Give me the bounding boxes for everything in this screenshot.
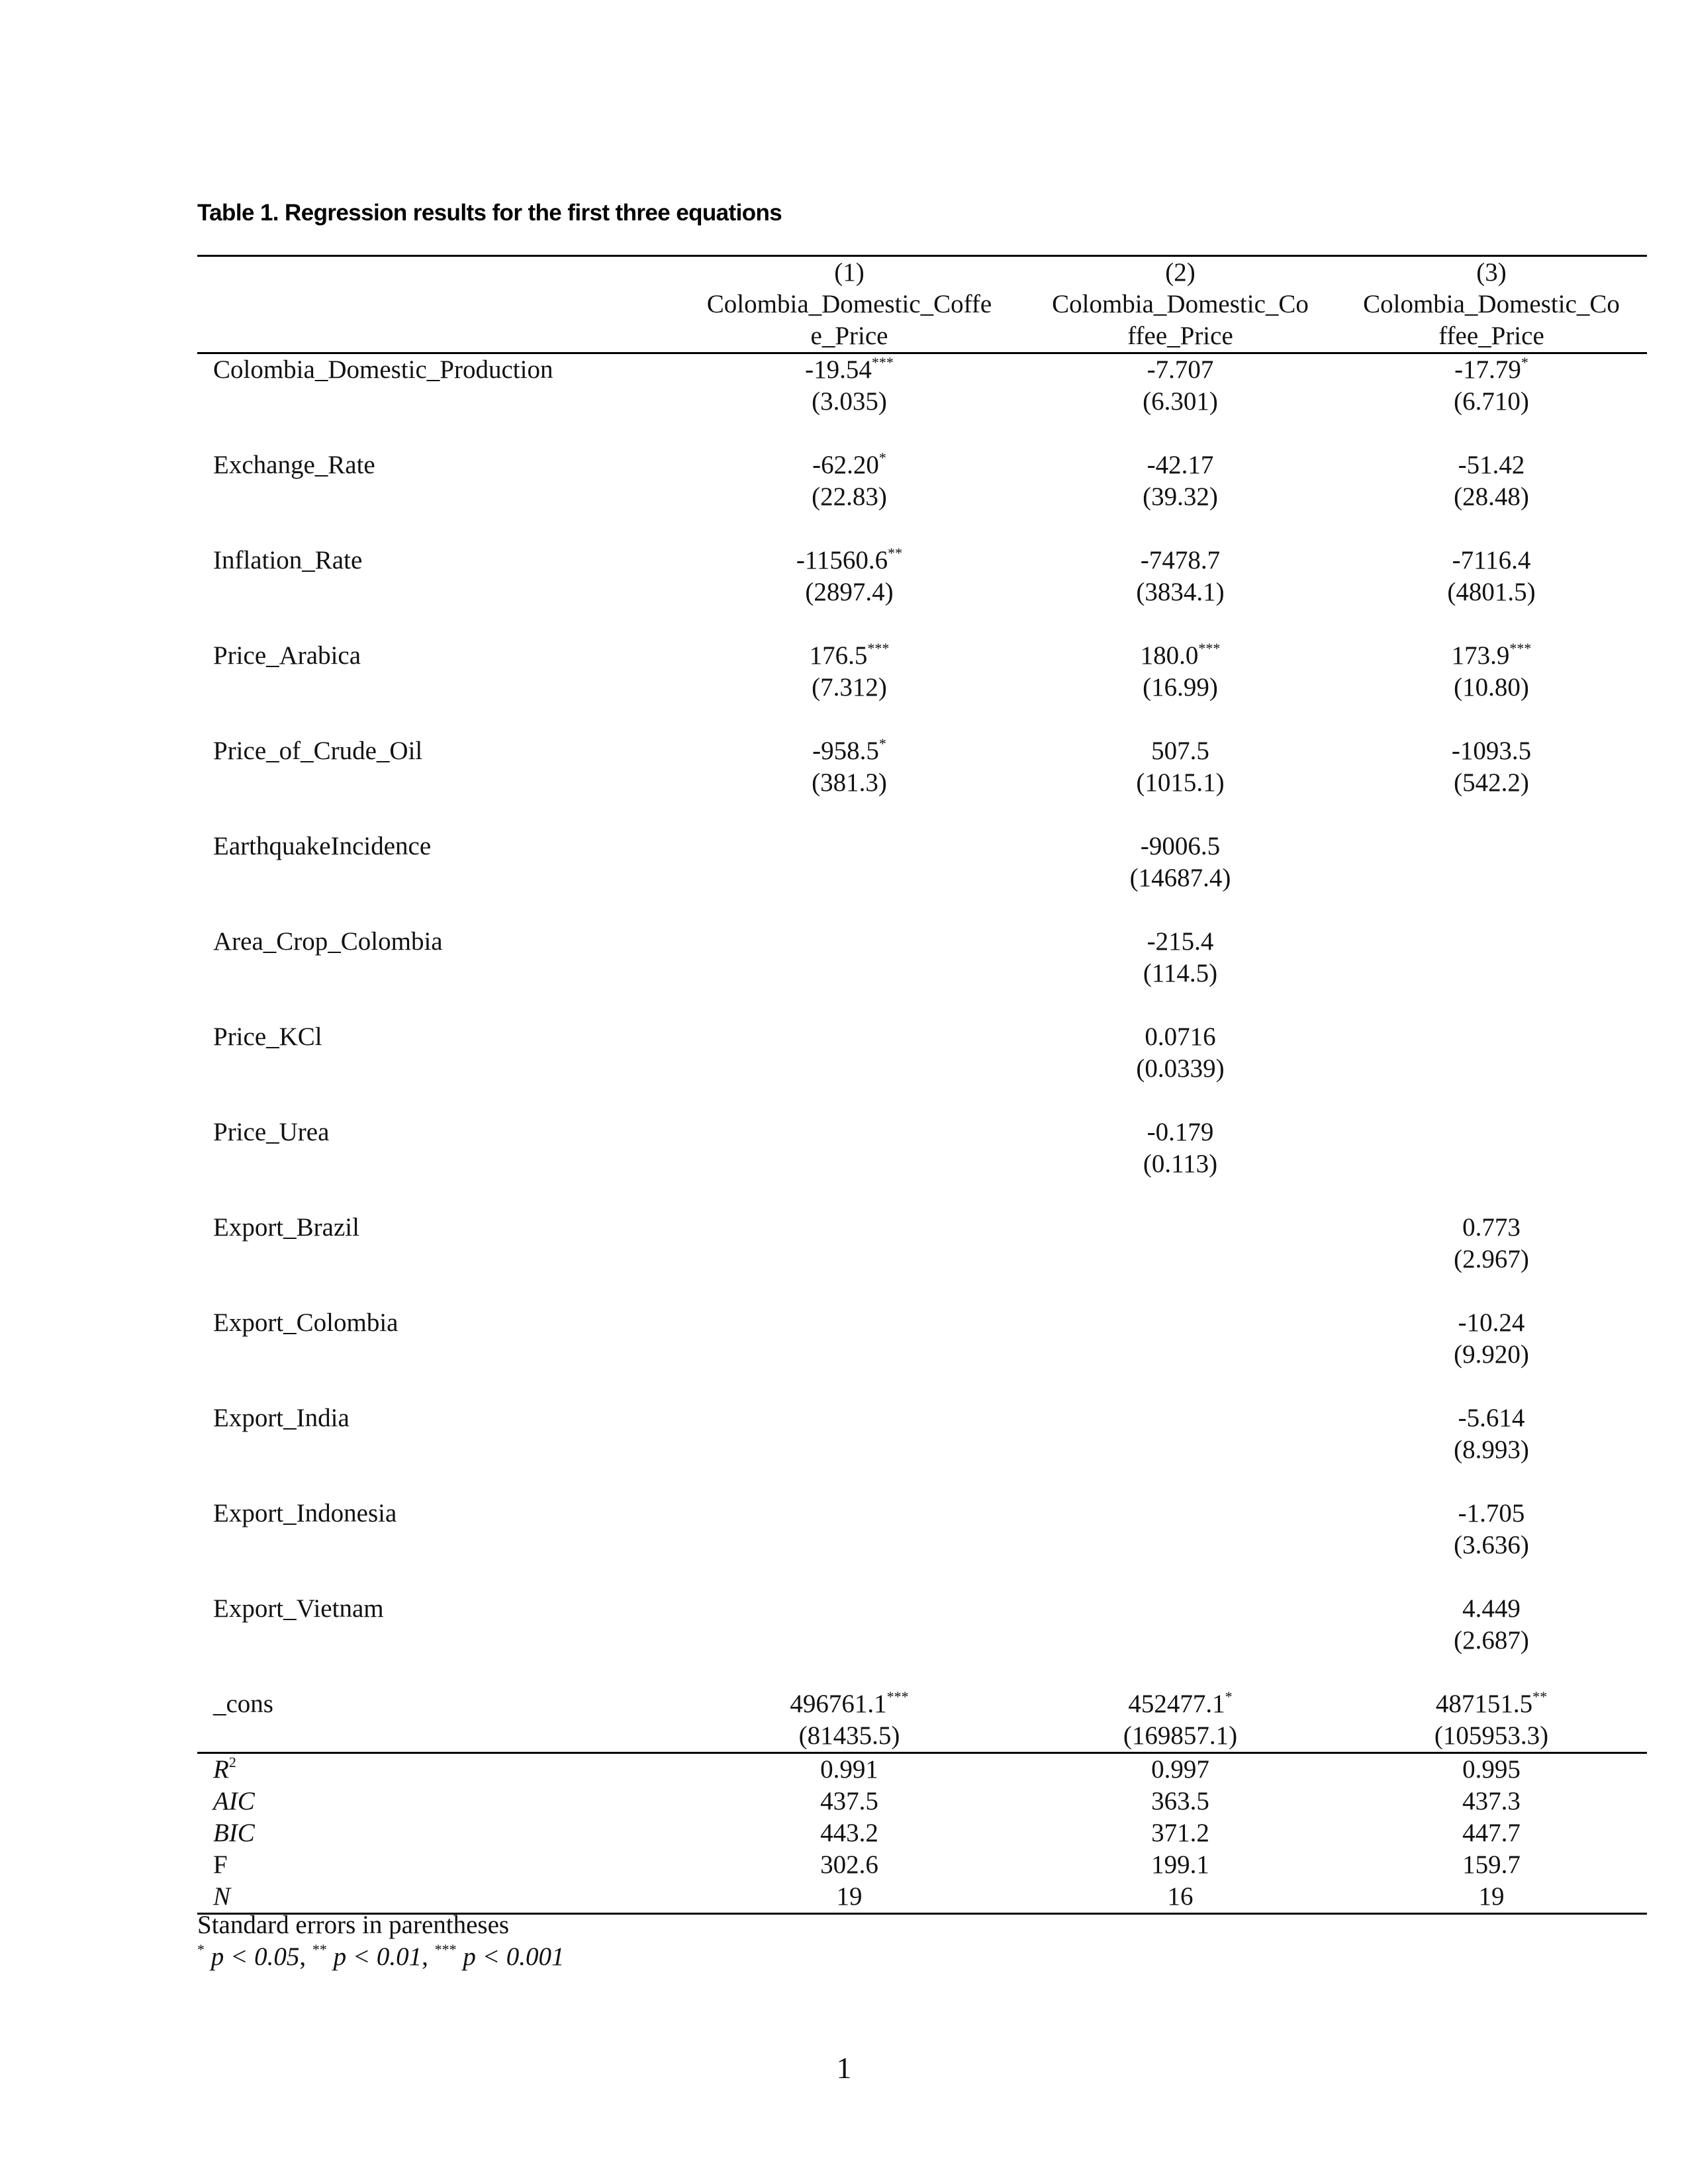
header-row bbox=[197, 256, 1647, 289]
standard-error bbox=[674, 1625, 1025, 1657]
column-number: (1) bbox=[674, 256, 1025, 289]
coefficient-cell bbox=[1025, 1593, 1336, 1625]
row-spacer bbox=[197, 608, 1647, 640]
standard-error bbox=[674, 1339, 1025, 1371]
coefficient-cell bbox=[1336, 1116, 1647, 1148]
variable-name: Export_Vietnam bbox=[213, 1594, 384, 1623]
standard-error bbox=[674, 958, 1025, 989]
variable-name: Price_Arabica bbox=[213, 641, 361, 670]
stat-name-cell bbox=[197, 1817, 674, 1849]
coefficient-value: -19.54 bbox=[805, 355, 872, 384]
variable-name: Price_Urea bbox=[213, 1118, 330, 1146]
coef-row bbox=[197, 1498, 1647, 1529]
stat-row bbox=[197, 1817, 1647, 1849]
coefficient-cell bbox=[674, 1307, 1025, 1339]
stat-value: 159.7 bbox=[1462, 1850, 1521, 1879]
row-spacer bbox=[197, 513, 1647, 545]
coef-row bbox=[197, 353, 1647, 387]
se-stub bbox=[197, 481, 674, 513]
row-spacer bbox=[197, 1371, 1647, 1402]
standard-error-row bbox=[197, 386, 1647, 418]
row-spacer bbox=[197, 1275, 1647, 1307]
dependent-variable-label: ffee_Price bbox=[1025, 320, 1336, 353]
standard-error-row bbox=[197, 1053, 1647, 1085]
table-notes bbox=[197, 1909, 564, 1973]
variable-name: Area_Crop_Colombia bbox=[213, 927, 443, 956]
note-threshold: p < 0.01 bbox=[333, 1942, 422, 1971]
coefficient-value: 487151.5 bbox=[1435, 1690, 1533, 1718]
coefficient-cell bbox=[674, 1212, 1025, 1244]
coefficient-value: -11560.6 bbox=[796, 546, 888, 574]
coefficient-cell bbox=[1336, 1212, 1647, 1244]
significance-stars: *** bbox=[886, 1688, 909, 1705]
page-number: 1 bbox=[836, 2051, 852, 2085]
coefficient-value: -1.705 bbox=[1458, 1499, 1525, 1527]
stat-value: 437.3 bbox=[1462, 1787, 1521, 1815]
standard-error-row bbox=[197, 576, 1647, 608]
standard-error-row bbox=[197, 767, 1647, 799]
coefficient-cell bbox=[674, 926, 1025, 958]
coefficient-value: -62.20 bbox=[812, 451, 879, 479]
coefficient-value: -215.4 bbox=[1147, 927, 1214, 956]
coefficient-value: -42.17 bbox=[1147, 451, 1214, 479]
coefficient-value: -0.179 bbox=[1147, 1118, 1214, 1146]
standard-error: (3834.1) bbox=[1136, 578, 1225, 606]
coefficient-cell bbox=[1025, 1021, 1336, 1053]
significance-stars: ** bbox=[888, 545, 903, 561]
coefficient-value: -51.42 bbox=[1458, 451, 1525, 479]
table-caption: Table 1. Regression results for the first three equations bbox=[197, 200, 782, 226]
coefficient-cell bbox=[1336, 1593, 1647, 1625]
standard-error: (6.710) bbox=[1454, 387, 1529, 416]
standard-error bbox=[674, 1244, 1025, 1275]
standard-error bbox=[1336, 1148, 1647, 1180]
coefficient-value: 0.0716 bbox=[1145, 1023, 1216, 1051]
standard-error bbox=[1025, 1625, 1336, 1657]
standard-error bbox=[674, 1053, 1025, 1085]
coefficient-cell bbox=[674, 640, 1025, 672]
notes-significance: * p < 0.05, ** p < 0.01, *** p < 0.001 bbox=[197, 1941, 565, 1971]
se-stub bbox=[197, 1148, 674, 1180]
coefficient-value: -7478.7 bbox=[1140, 546, 1221, 574]
coefficient-cell bbox=[1336, 1688, 1647, 1720]
se-stub bbox=[197, 1720, 674, 1753]
significance-stars: *** bbox=[867, 640, 890, 657]
row-spacer bbox=[197, 1561, 1647, 1593]
regression-table bbox=[197, 255, 1647, 1915]
variable-name: Price_KCl bbox=[213, 1023, 322, 1051]
standard-error: (14687.4) bbox=[1129, 864, 1231, 892]
stat-value: 0.991 bbox=[820, 1755, 878, 1784]
stat-name: F bbox=[213, 1850, 228, 1879]
coefficient-cell bbox=[1025, 1498, 1336, 1529]
stat-value: 437.5 bbox=[820, 1787, 878, 1815]
row-spacer bbox=[197, 1085, 1647, 1116]
standard-error bbox=[1336, 1053, 1647, 1085]
standard-error: (7.312) bbox=[812, 673, 887, 702]
stat-row bbox=[197, 1786, 1647, 1817]
stat-name: AIC bbox=[213, 1787, 255, 1815]
coefficient-cell bbox=[674, 1593, 1025, 1625]
se-stub bbox=[197, 1244, 674, 1275]
note-threshold: p < 0.05 bbox=[211, 1942, 300, 1971]
column-number: (2) bbox=[1025, 256, 1336, 289]
stat-value: 199.1 bbox=[1151, 1850, 1209, 1879]
standard-error bbox=[1025, 1434, 1336, 1466]
coefficient-cell bbox=[1025, 926, 1336, 958]
coefficient-cell bbox=[1025, 545, 1336, 576]
se-stub bbox=[197, 958, 674, 989]
coefficient-value: 496761.1 bbox=[790, 1690, 887, 1718]
header-stub bbox=[197, 289, 674, 320]
standard-error-row bbox=[197, 1434, 1647, 1466]
variable-name: Price_of_Crude_Oil bbox=[213, 737, 423, 765]
stat-row bbox=[197, 1753, 1647, 1786]
standard-error bbox=[1025, 1529, 1336, 1561]
dependent-variable-label: e_Price bbox=[674, 320, 1025, 353]
standard-error: (542.2) bbox=[1454, 768, 1529, 797]
stat-value: 447.7 bbox=[1462, 1819, 1521, 1847]
coefficient-value: -7116.4 bbox=[1452, 546, 1531, 574]
coef-row bbox=[197, 1307, 1647, 1339]
standard-error: (114.5) bbox=[1143, 959, 1218, 987]
stat-row bbox=[197, 1849, 1647, 1881]
coefficient-value: -1093.5 bbox=[1451, 737, 1532, 765]
standard-error-row bbox=[197, 1529, 1647, 1561]
standard-error-row bbox=[197, 1720, 1647, 1753]
coefficient-cell bbox=[1025, 1402, 1336, 1434]
variable-name: EarthquakeIncidence bbox=[213, 832, 432, 860]
se-stub bbox=[197, 672, 674, 704]
se-stub bbox=[197, 386, 674, 418]
note-threshold: p < 0.001 bbox=[463, 1942, 565, 1971]
coefficient-cell bbox=[674, 1402, 1025, 1434]
significance-stars: ** bbox=[1532, 1688, 1548, 1705]
column-number: (3) bbox=[1336, 256, 1647, 289]
variable-name: Export_Brazil bbox=[213, 1213, 359, 1242]
variable-name: Export_India bbox=[213, 1404, 350, 1432]
stat-value: 16 bbox=[1025, 1881, 1336, 1914]
variable-name: Export_Indonesia bbox=[213, 1499, 397, 1527]
variable-name: Exchange_Rate bbox=[213, 451, 375, 479]
coefficient-value: 0.773 bbox=[1462, 1213, 1521, 1242]
significance-stars: *** bbox=[1509, 640, 1532, 657]
se-stub bbox=[197, 1434, 674, 1466]
coef-row bbox=[197, 1116, 1647, 1148]
standard-error-row bbox=[197, 672, 1647, 704]
coefficient-value: -9006.5 bbox=[1140, 832, 1221, 860]
dependent-variable-label: Colombia_Domestic_Co bbox=[1363, 290, 1620, 318]
coefficient-value: -7.707 bbox=[1147, 355, 1214, 384]
significance-stars: *** bbox=[1198, 640, 1221, 657]
standard-error-row bbox=[197, 862, 1647, 894]
coefficient-cell bbox=[674, 545, 1025, 576]
coefficient-cell bbox=[1336, 353, 1647, 387]
coefficient-cell bbox=[674, 735, 1025, 767]
row-spacer bbox=[197, 989, 1647, 1021]
standard-error: (81435.5) bbox=[674, 1720, 1025, 1753]
standard-error bbox=[1025, 1244, 1336, 1275]
coef-row bbox=[197, 1593, 1647, 1625]
coefficient-cell bbox=[1336, 1498, 1647, 1529]
standard-error: (10.80) bbox=[1454, 673, 1529, 702]
note-stars: ** bbox=[312, 1941, 327, 1958]
se-stub bbox=[197, 1529, 674, 1561]
coefficient-cell bbox=[1025, 640, 1336, 672]
coefficient-cell bbox=[674, 1498, 1025, 1529]
dependent-variable-label: Colombia_Domestic_Co bbox=[1052, 290, 1309, 318]
standard-error bbox=[674, 1434, 1025, 1466]
standard-error-row bbox=[197, 1339, 1647, 1371]
standard-error-row bbox=[197, 958, 1647, 989]
coefficient-cell bbox=[1336, 1307, 1647, 1339]
stat-superscript: 2 bbox=[228, 1754, 236, 1770]
standard-error: (39.32) bbox=[1143, 482, 1218, 511]
stat-value: 371.2 bbox=[1151, 1819, 1209, 1847]
stat-value: 363.5 bbox=[1151, 1787, 1209, 1815]
standard-error: (8.993) bbox=[1454, 1435, 1529, 1464]
significance-stars: *** bbox=[871, 354, 894, 371]
standard-error bbox=[1336, 862, 1647, 894]
coefficient-value: 180.0 bbox=[1140, 641, 1199, 670]
header-stub bbox=[197, 256, 674, 289]
stat-value: 19 bbox=[674, 1881, 1025, 1914]
stat-name-cell bbox=[197, 1849, 674, 1881]
coefficient-cell bbox=[1025, 735, 1336, 767]
coefficient-cell bbox=[1336, 545, 1647, 576]
coefficient-cell bbox=[1025, 1212, 1336, 1244]
coef-row bbox=[197, 1212, 1647, 1244]
header-row bbox=[197, 320, 1647, 353]
coef-row bbox=[197, 831, 1647, 862]
coefficient-cell bbox=[1336, 449, 1647, 481]
coef-row bbox=[197, 735, 1647, 767]
coef-row bbox=[197, 926, 1647, 958]
coefficient-cell bbox=[1025, 1307, 1336, 1339]
variable-name: Inflation_Rate bbox=[213, 546, 363, 574]
stat-value: 0.995 bbox=[1462, 1755, 1521, 1784]
coefficient-value: -958.5 bbox=[812, 737, 879, 765]
coefficient-value: 176.5 bbox=[809, 641, 868, 670]
stat-name: BIC bbox=[213, 1819, 255, 1847]
significance-stars: * bbox=[1521, 354, 1528, 371]
standard-error: (9.920) bbox=[1454, 1340, 1529, 1369]
coef-row bbox=[197, 545, 1647, 576]
significance-stars: * bbox=[878, 735, 886, 752]
stat-name: R bbox=[213, 1755, 229, 1784]
coefficient-value: -10.24 bbox=[1458, 1308, 1525, 1337]
header-stub bbox=[197, 320, 674, 353]
standard-error: (16.99) bbox=[1143, 673, 1218, 702]
coefficient-value: -17.79 bbox=[1454, 355, 1521, 384]
notes-standard-errors: Standard errors in parentheses bbox=[197, 1911, 510, 1939]
coefficient-value: 507.5 bbox=[1151, 737, 1209, 765]
coefficient-cell bbox=[1336, 640, 1647, 672]
standard-error: (1015.1) bbox=[1136, 768, 1225, 797]
row-spacer bbox=[197, 418, 1647, 449]
standard-error: (0.0339) bbox=[1136, 1054, 1225, 1083]
significance-stars: * bbox=[878, 449, 886, 466]
standard-error: (2897.4) bbox=[805, 578, 894, 606]
standard-error-row bbox=[197, 481, 1647, 513]
coef-row bbox=[197, 449, 1647, 481]
stat-name-cell bbox=[197, 1786, 674, 1817]
stat-value: 302.6 bbox=[820, 1850, 878, 1879]
header-row bbox=[197, 289, 1647, 320]
coefficient-value: 452477.1 bbox=[1128, 1690, 1225, 1718]
standard-error: (381.3) bbox=[812, 768, 887, 797]
stat-value: 443.2 bbox=[820, 1819, 878, 1847]
coefficient-cell bbox=[1336, 926, 1647, 958]
stat-value: 19 bbox=[1336, 1881, 1647, 1914]
stat-name-cell bbox=[197, 1753, 674, 1786]
row-spacer bbox=[197, 1657, 1647, 1688]
coefficient-value: 4.449 bbox=[1462, 1594, 1521, 1623]
standard-error: (6.301) bbox=[1143, 387, 1218, 416]
standard-error: (22.83) bbox=[812, 482, 887, 511]
se-stub bbox=[197, 1339, 674, 1371]
standard-error: (2.967) bbox=[1454, 1245, 1529, 1273]
coefficient-cell bbox=[1336, 735, 1647, 767]
se-stub bbox=[197, 1625, 674, 1657]
coefficient-cell bbox=[1336, 831, 1647, 862]
coefficient-cell bbox=[1025, 353, 1336, 387]
coefficient-cell bbox=[674, 353, 1025, 387]
row-spacer bbox=[197, 1466, 1647, 1498]
standard-error: (3.035) bbox=[812, 387, 887, 416]
row-spacer bbox=[197, 894, 1647, 926]
coefficient-cell bbox=[674, 1116, 1025, 1148]
row-spacer bbox=[197, 799, 1647, 831]
note-stars: * bbox=[197, 1941, 205, 1958]
coef-row bbox=[197, 1021, 1647, 1053]
standard-error bbox=[674, 1148, 1025, 1180]
standard-error-row bbox=[197, 1244, 1647, 1275]
row-spacer bbox=[197, 1180, 1647, 1212]
se-stub bbox=[197, 862, 674, 894]
coefficient-cell bbox=[1025, 449, 1336, 481]
coefficient-cell bbox=[1025, 831, 1336, 862]
coefficient-cell bbox=[674, 831, 1025, 862]
standard-error: (0.113) bbox=[1143, 1150, 1218, 1178]
standard-error: (4801.5) bbox=[1447, 578, 1536, 606]
coef-row bbox=[197, 1402, 1647, 1434]
variable-name: _cons bbox=[213, 1690, 273, 1718]
coefficient-cell bbox=[674, 449, 1025, 481]
stat-name: N bbox=[213, 1882, 231, 1911]
note-stars: *** bbox=[434, 1941, 457, 1958]
coef-row bbox=[197, 640, 1647, 672]
se-stub bbox=[197, 1053, 674, 1085]
standard-error-row bbox=[197, 1625, 1647, 1657]
coefficient-cell bbox=[1025, 1688, 1336, 1720]
coefficient-value: 173.9 bbox=[1451, 641, 1510, 670]
se-stub bbox=[197, 576, 674, 608]
coefficient-cell bbox=[1336, 1402, 1647, 1434]
variable-name: Colombia_Domestic_Production bbox=[213, 355, 553, 384]
dependent-variable-label: Colombia_Domestic_Coffe bbox=[706, 290, 992, 318]
standard-error: (105953.3) bbox=[1336, 1720, 1647, 1753]
coefficient-cell bbox=[674, 1021, 1025, 1053]
standard-error: (28.48) bbox=[1454, 482, 1529, 511]
standard-error bbox=[1336, 958, 1647, 989]
standard-error bbox=[674, 862, 1025, 894]
stat-value: 0.997 bbox=[1151, 1755, 1209, 1784]
coefficient-cell bbox=[1025, 1116, 1336, 1148]
standard-error bbox=[1025, 1339, 1336, 1371]
se-stub bbox=[197, 767, 674, 799]
coefficient-cell bbox=[1336, 1021, 1647, 1053]
standard-error: (169857.1) bbox=[1025, 1720, 1336, 1753]
standard-error: (3.636) bbox=[1454, 1531, 1529, 1559]
coefficient-cell bbox=[674, 1688, 1025, 1720]
dependent-variable-label: ffee_Price bbox=[1336, 320, 1647, 353]
significance-stars: * bbox=[1225, 1688, 1233, 1705]
row-spacer bbox=[197, 704, 1647, 735]
coef-row bbox=[197, 1688, 1647, 1720]
standard-error bbox=[674, 1529, 1025, 1561]
variable-name: Export_Colombia bbox=[213, 1308, 399, 1337]
standard-error-row bbox=[197, 1148, 1647, 1180]
coefficient-value: -5.614 bbox=[1458, 1404, 1525, 1432]
standard-error: (2.687) bbox=[1454, 1626, 1529, 1655]
